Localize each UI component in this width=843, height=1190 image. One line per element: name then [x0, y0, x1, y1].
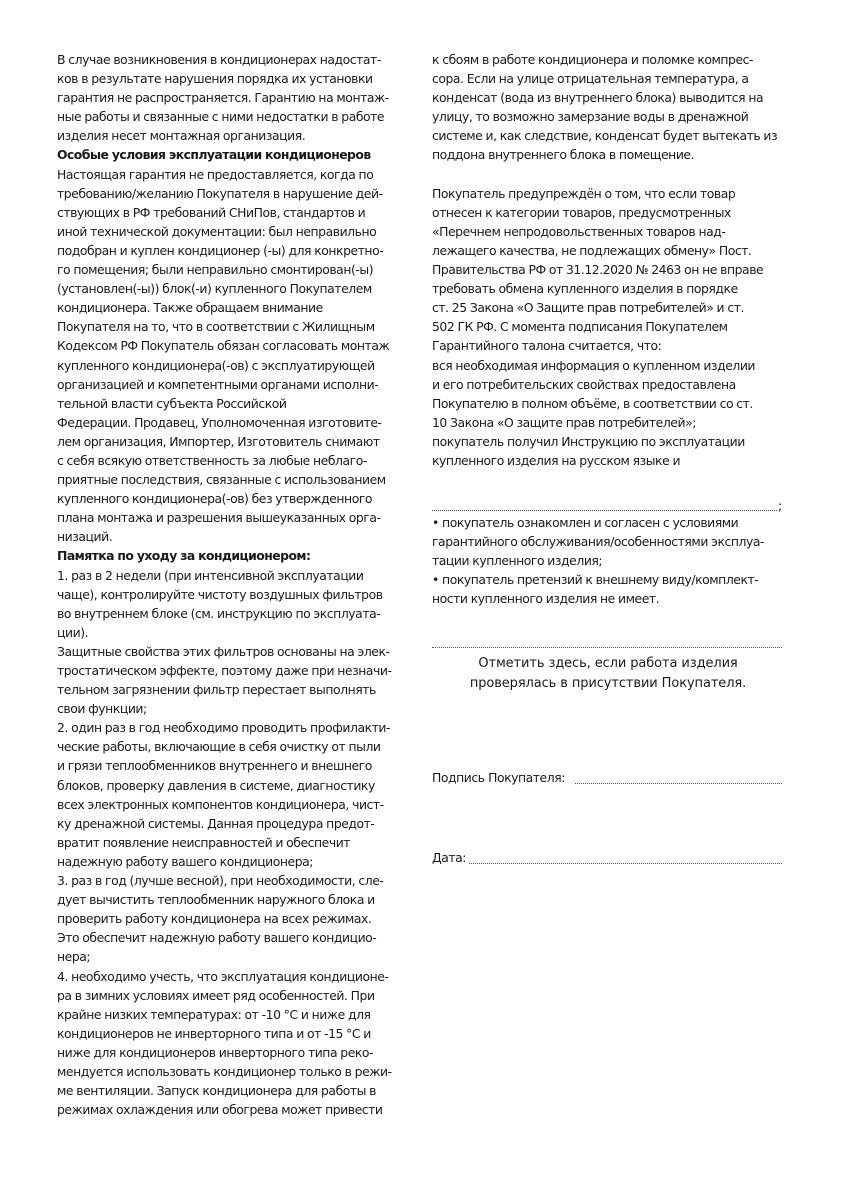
text-line: тельном загрязнении фильтр перестает выполнять: [57, 682, 376, 698]
semicolon: ;: [778, 498, 783, 513]
text-line: купленного кондиционера(-ов) с эксплуатирующей: [57, 357, 375, 373]
text-line: ствующих в РФ требований СНиПов, стандартов и: [57, 204, 366, 220]
text-line: поддона внутреннего блока в помещение.: [432, 147, 695, 163]
text-line: Гарантийного талона считается, что:: [432, 338, 662, 354]
text-line: Правительства РФ от 31.12.2020 № 2463 он не вправе: [432, 262, 764, 278]
signature-label: Подпись Покупателя:: [432, 770, 565, 785]
text-line: вся необходимая информация о купленном изделии: [432, 357, 756, 373]
text-line: с себя всякую ответственность за любые неблаго-: [57, 452, 367, 468]
text-line: • покупатель ознакомлен и согласен с условиями: [432, 515, 739, 530]
text-line: ные работы и связанные с ними недостатки в работе: [57, 109, 385, 125]
text-line: Кодексом РФ Покупатель обязан согласовать монтаж: [57, 338, 390, 354]
text-line: Покупателя на то, что в соответствии с Жилищным: [57, 319, 375, 335]
text-line: ку дренажной системы. Данная процедура предот-: [57, 815, 375, 831]
section-heading: Памятка по уходу за кондиционером:: [57, 548, 311, 564]
text-line: 10 Закона «О защите прав потребителей»;: [432, 414, 696, 430]
text-line: Федерации. Продавец, Уполномоченная изготовите-: [57, 414, 382, 430]
text-line: Это обеспечит надежную работу вашего кондицио-: [57, 930, 377, 946]
manual-language-blank-line[interactable]: [432, 510, 777, 511]
text-line: • покупатель претензий к внешнему виду/комплект-: [432, 572, 759, 588]
text-line: Защитные свойства этих фильтров основаны на элек-: [57, 643, 390, 659]
text-line: нера;: [57, 949, 91, 965]
text-line: изделия несет монтажная организация.: [57, 128, 306, 144]
paragraph-gap: [432, 165, 784, 184]
text-line: Настоящая гарантия не предоставляется, когда по: [57, 166, 374, 182]
text-line: отнесен к категории товаров, предусмотренных: [432, 204, 731, 220]
text-line: ме вентиляции. Запуск кондиционера для работы в: [57, 1083, 377, 1099]
text-line: купленного изделия на русском языке и: [432, 452, 681, 468]
text-line: 3. раз в год (лучше весной), при необходимости, сле-: [57, 873, 384, 889]
text-line: низаций.: [57, 529, 113, 545]
section-heading: Особые условия эксплуатации кондиционеров: [57, 147, 371, 163]
text-line: ков в результате нарушения порядка их установки: [57, 71, 373, 87]
text-line: 2. один раз в год необходимо проводить профилакти-: [57, 720, 391, 736]
text-line: вратит появление неисправностей и обеспечит: [57, 834, 351, 850]
text-line: 1. раз в 2 недели (при интенсивной эксплуатации: [57, 567, 364, 583]
text-line: кондиционера. Также обращаем внимание: [57, 300, 323, 316]
text-line: кондиционеров не инверторного типа и от -15 °С и: [57, 1025, 371, 1041]
text-line: мендуется использовать кондиционер только в режи-: [57, 1063, 392, 1079]
text-line: Покупателю в полном объёме, в соответствии со ст.: [432, 395, 753, 411]
text-line: покупатель получил Инструкцию по эксплуатации: [432, 433, 745, 449]
text-line: блоков, проверку давления в системе, диагностику: [57, 777, 375, 793]
check-mark-line[interactable]: [432, 647, 782, 648]
text-line: лежащего качества, не подлежащих обмену» Пост.: [432, 242, 752, 258]
date-field[interactable]: [469, 863, 782, 864]
text-line: ст. 25 Закона «О Защите прав потребителей» и ст.: [432, 300, 744, 316]
text-line: «Перечнем непродовольственных товаров над-: [432, 223, 726, 239]
text-line: сора. Если на улице отрицательная температура, а: [432, 71, 749, 87]
text-line: ниже для кондиционеров инверторного типа реко-: [57, 1044, 374, 1060]
text-line: требовать обмена купленного изделия в порядке: [432, 281, 738, 297]
text-line: ности купленного изделия не имеет.: [432, 591, 660, 607]
check-note-line2: проверялась в присутствии Покупателя.: [469, 675, 747, 691]
text-line: гарантия не распространяется. Гарантию на монтаж-: [57, 90, 389, 106]
text-line: к сбоям в работе кондиционера и поломке компрес-: [432, 52, 754, 67]
text-line: проверить работу кондиционера на всех режимах.: [57, 911, 372, 927]
text-line: чаще), контролируйте чистоту воздушных фильтров: [57, 586, 383, 602]
text-line: купленного кондиционера(-ов) без утвержденного: [57, 491, 373, 507]
right-column: [432, 50, 784, 470]
date-label: Дата:: [432, 850, 467, 865]
check-note-line1: Отметить здесь, если работа изделия: [478, 656, 738, 671]
text-line: требованию/желанию Покупателя в нарушение дей-: [57, 185, 383, 201]
text-line: свои функции;: [57, 701, 147, 717]
text-line: лем организация, Импортер, Изготовитель снимают: [57, 433, 380, 449]
right-bullets: [432, 513, 784, 608]
signature-field[interactable]: [575, 783, 782, 784]
text-line: дует вычистить теплообменник наружного блока и: [57, 892, 375, 908]
text-line: ческие работы, включающие в себя очистку от пыли: [57, 739, 381, 755]
text-line: тации купленного изделия;: [432, 553, 603, 569]
text-line: тростатическом эффекте, поэтому даже при незначи-: [57, 663, 392, 678]
text-line: подобран и куплен кондиционер (-ы) для конкретно-: [57, 242, 384, 258]
text-line: системе и, как следствие, конденсат будет вытекать из: [432, 128, 778, 144]
text-line: во внутреннем блоке (см. инструкцию по эксплуата-: [57, 605, 381, 621]
text-line: конденсат (вода из внутреннего блока) выводится на: [432, 90, 764, 106]
text-line: приятные последствия, связанные с использованием: [57, 472, 386, 488]
text-line: режимах охлаждения или обогрева может привести: [57, 1102, 383, 1118]
text-line: крайне низких температурах: от -10 °С и ниже для: [57, 1006, 371, 1022]
text-line: ции).: [57, 624, 89, 640]
text-line: организацией и компетентными органами исполни-: [57, 376, 379, 392]
check-note: [432, 654, 784, 693]
text-line: и его потребительских свойствах предоставлена: [432, 376, 736, 392]
text-line: 4. необходимо учесть, что эксплуатация кондиционе-: [57, 968, 389, 984]
text-line: 502 ГК РФ. С момента подписания Покупателем: [432, 319, 728, 335]
text-line: гарантийного обслуживания/особенностями эксплуа-: [432, 534, 765, 550]
text-line: иной технической документации: был неправильно: [57, 223, 377, 239]
text-line: ра в зимних условиях имеет ряд особенностей. При: [57, 987, 375, 1003]
text-line: всех электронных компонентов кондиционера, чист-: [57, 796, 384, 812]
text-line: плана монтажа и разрешения вышеуказанных орга-: [57, 510, 381, 526]
text-line: надежную работу вашего кондиционера;: [57, 853, 314, 869]
text-line: тельной власти субъекта Российской: [57, 395, 287, 411]
left-column: [57, 50, 407, 1119]
text-line: го помещения; были неправильно смонтирован(-ы): [57, 262, 374, 278]
text-line: В случае возникновения в кондиционерах надостат-: [57, 52, 381, 67]
text-line: и грязи теплообменников внутреннего и внешнего: [57, 758, 372, 774]
text-line: Покупатель предупреждён о том, что если товар: [432, 185, 736, 201]
text-line: (установлен(-ы)) блок(-и) купленного Покупателем: [57, 281, 372, 297]
text-line: улицу, то возможно замерзание воды в дренажной: [432, 109, 749, 125]
